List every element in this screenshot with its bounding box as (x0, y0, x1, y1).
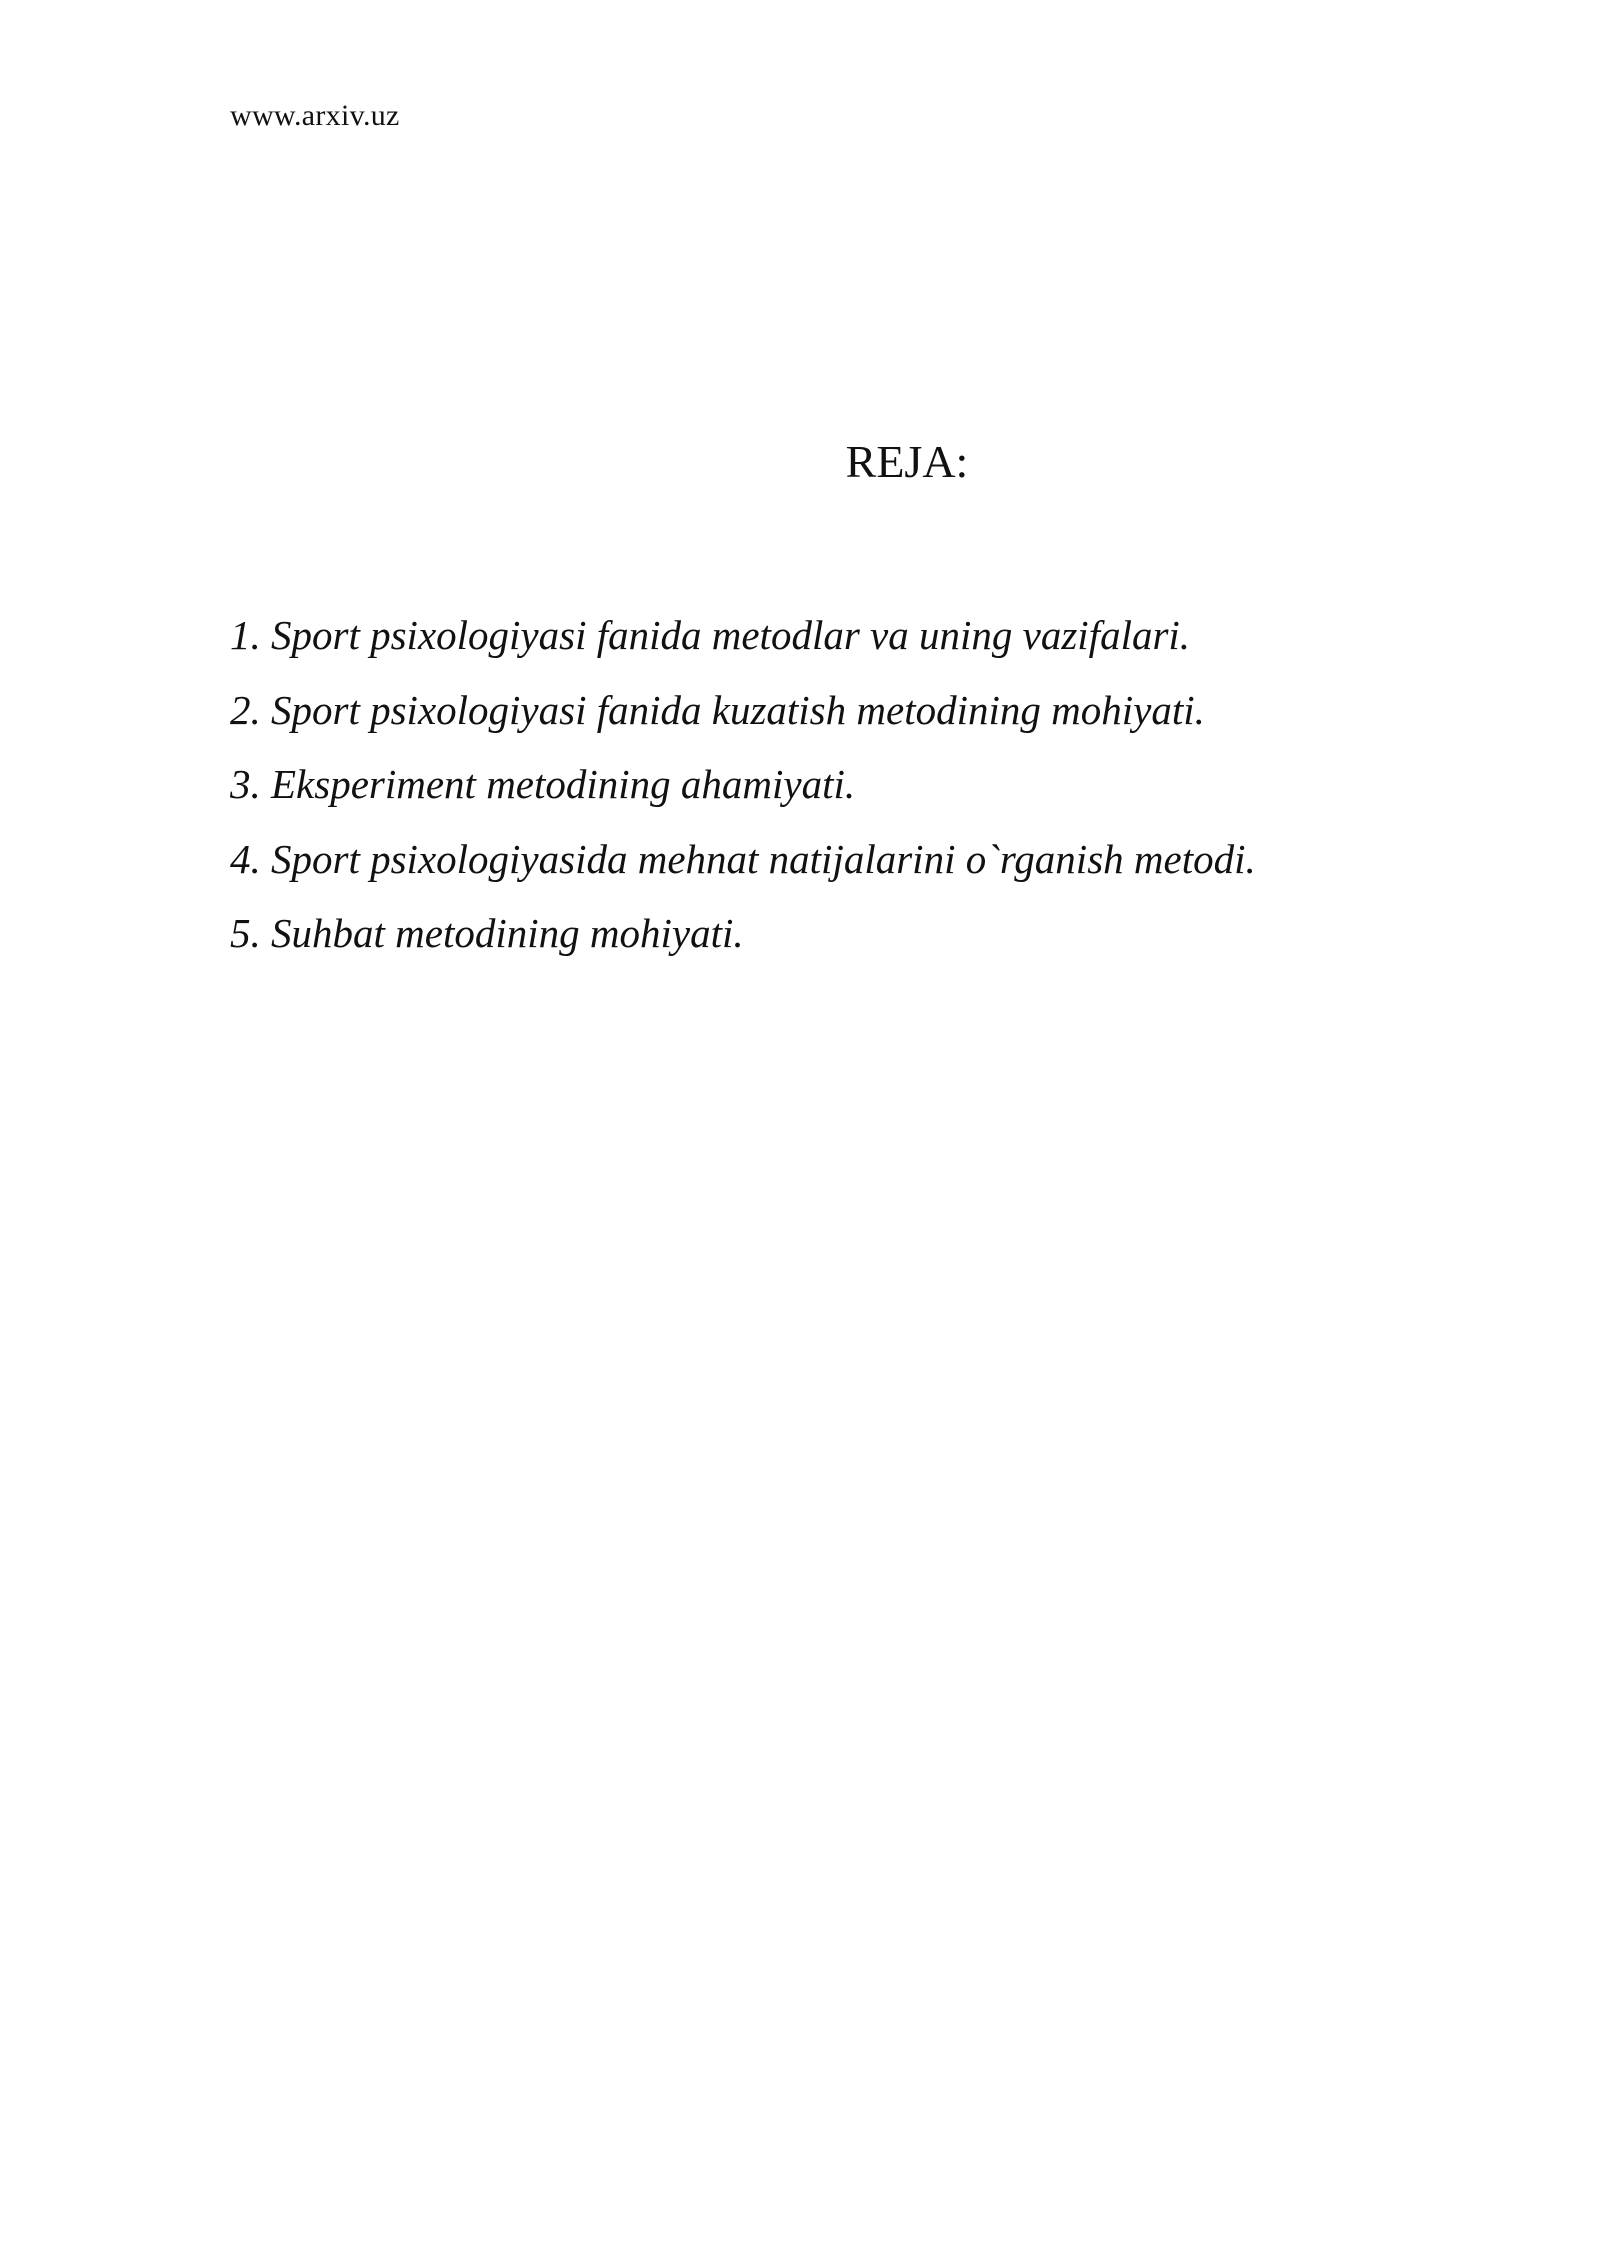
plan-list (230, 598, 1256, 971)
header-url: www.arxiv.uz (230, 99, 400, 132)
plan-item: 5. Suhbat metodining mohiyati. (230, 910, 744, 956)
plan-title: REJA: (845, 436, 969, 487)
plan-item: 1. Sport psixologiyasi fanida metodlar va uning vazifalari. (230, 612, 1191, 658)
plan-item: 3. Eksperiment metodining ahamiyati. (230, 761, 856, 807)
plan-item: 4. Sport psixologiyasida mehnat natijalarini o`rganish metodi. (230, 835, 1256, 882)
plan-item: 2. Sport psixologiyasi fanida kuzatish metodining mohiyati. (230, 686, 1205, 733)
